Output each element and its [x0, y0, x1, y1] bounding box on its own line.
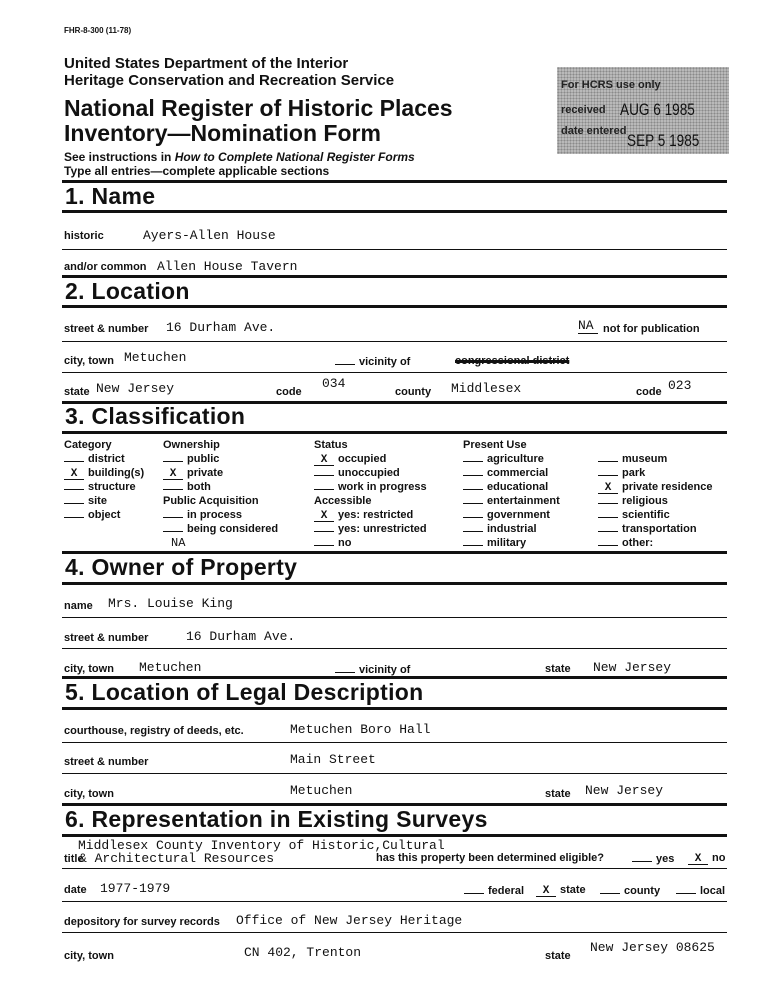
- use-religious: religious: [598, 494, 713, 508]
- category-buildings: X building(s): [64, 466, 144, 480]
- county-code-value: 023: [668, 378, 692, 393]
- legal-street-label: street & number: [64, 756, 149, 768]
- section-2-heading: 2. Location: [65, 278, 190, 304]
- agency-line-2: Heritage Conservation and Recreation Service: [64, 72, 395, 89]
- legal-city-label: city, town: [64, 788, 114, 800]
- status-column: [314, 438, 427, 550]
- courthouse-label: courthouse, registry of deeds, etc.: [64, 725, 244, 737]
- acquisition-being-considered: being considered: [163, 522, 278, 536]
- divider: [62, 901, 727, 902]
- depository-label: depository for survey records: [64, 916, 220, 928]
- section-4-heading: 4. Owner of Property: [65, 554, 298, 580]
- present-use-column-2: [598, 452, 713, 550]
- owner-city-label: city, town: [64, 663, 114, 675]
- vicinity-label: vicinity of: [335, 355, 410, 368]
- owner-state-value: New Jersey: [593, 660, 672, 675]
- legal-state-value: New Jersey: [585, 783, 664, 798]
- section-6-heading: 6. Representation in Existing Surveys: [65, 806, 488, 832]
- divider: [62, 372, 727, 373]
- survey-date-value: 1977-1979: [100, 881, 171, 896]
- ownership-both: both: [163, 480, 278, 494]
- historic-value: Ayers-Allen House: [143, 228, 276, 243]
- county-code-label: code: [636, 386, 662, 398]
- state-code-value: 034: [322, 376, 346, 391]
- received-label: received: [561, 104, 606, 116]
- use-government: government: [463, 508, 560, 522]
- section-6-bottom-rule: [62, 834, 727, 837]
- category-structure: structure: [64, 480, 144, 494]
- divider: [62, 648, 727, 649]
- survey-county: county: [600, 884, 660, 897]
- survey-date-label: date: [64, 884, 87, 896]
- divider: [62, 932, 727, 933]
- stamp-heading: For HCRS use only: [561, 79, 661, 91]
- legal-state-label: state: [545, 788, 571, 800]
- divider: [62, 341, 727, 342]
- present-use-title: Present Use: [463, 439, 527, 451]
- county-value: Middlesex: [451, 381, 522, 396]
- form-title-2: Inventory—Nomination Form: [64, 120, 381, 146]
- owner-city-value: Metuchen: [139, 660, 202, 675]
- use-museum: museum: [598, 452, 713, 466]
- section-5-bottom-rule: [62, 707, 727, 710]
- survey-local: local: [676, 884, 725, 897]
- legal-city-value: Metuchen: [290, 783, 353, 798]
- section-1-heading: 1. Name: [65, 183, 156, 209]
- courthouse-value: Metuchen Boro Hall: [290, 722, 431, 737]
- agency-line-1: United States Department of the Interior: [64, 55, 349, 72]
- street-value: 16 Durham Ave.: [166, 320, 276, 335]
- use-commercial: commercial: [463, 466, 560, 480]
- entered-date: SEP 5 1985: [627, 131, 700, 150]
- vicinity-blank[interactable]: [335, 355, 355, 365]
- survey-state: X state: [536, 884, 586, 897]
- use-entertainment: entertainment: [463, 494, 560, 508]
- ownership-title: Ownership: [163, 439, 220, 451]
- state-label: state: [64, 386, 90, 398]
- eligible-no: X no: [688, 852, 725, 865]
- use-educational: educational: [463, 480, 560, 494]
- hcrs-stamp: [557, 67, 729, 154]
- common-label: and/or common: [64, 261, 147, 273]
- survey-federal: federal: [464, 884, 524, 897]
- acquisition-na: NA: [171, 536, 186, 550]
- common-value: Allen House Tavern: [157, 259, 298, 274]
- acquisition-in-process: in process: [163, 508, 278, 522]
- category-site: site: [64, 494, 144, 508]
- legal-street-value: Main Street: [290, 752, 376, 767]
- divider: [62, 773, 727, 774]
- survey-city-value: CN 402, Trenton: [244, 945, 362, 960]
- section-1-bottom-rule: [62, 210, 727, 213]
- use-military: military: [463, 536, 560, 550]
- received-date: AUG 6 1985: [620, 100, 695, 119]
- use-transportation: transportation: [598, 522, 713, 536]
- use-agriculture: agriculture: [463, 452, 560, 466]
- category-district: district: [64, 452, 144, 466]
- accessible-title: Accessible: [314, 495, 372, 507]
- divider: [62, 868, 727, 869]
- status-occupied: X occupied: [314, 452, 427, 466]
- owner-name-label: name: [64, 600, 93, 612]
- historic-label: historic: [64, 230, 104, 242]
- street-label: street & number: [64, 323, 149, 335]
- section-4-bottom-rule: [62, 582, 727, 585]
- congressional-district-struck: congressional district: [455, 355, 570, 367]
- accessible-yes-unrestricted: yes: unrestricted: [314, 522, 427, 536]
- form-title-1: National Register of Historic Places: [64, 95, 453, 121]
- owner-vicinity-blank[interactable]: [335, 663, 355, 673]
- divider: [62, 742, 727, 743]
- divider: [62, 617, 727, 618]
- eligible-question: has this property been determined eligible?: [376, 852, 604, 864]
- owner-street-value: 16 Durham Ave.: [186, 629, 296, 644]
- status-unoccupied: unoccupied: [314, 466, 427, 480]
- eligible-yes: yes: [632, 852, 674, 865]
- ownership-public: public: [163, 452, 278, 466]
- section-3-bottom-rule: [62, 431, 727, 434]
- survey-title-line-1: Middlesex County Inventory of Historic,Cultural: [78, 838, 445, 853]
- city-value: Metuchen: [124, 350, 187, 365]
- section-3-heading: 3. Classification: [65, 403, 246, 429]
- use-private-residence: X private residence: [598, 480, 713, 494]
- city-label: city, town: [64, 355, 114, 367]
- category-object: object: [64, 508, 144, 522]
- owner-state-label: state: [545, 663, 571, 675]
- ownership-private: X private: [163, 466, 278, 480]
- category-title: Category: [64, 439, 112, 451]
- depository-value: Office of New Jersey Heritage: [236, 913, 463, 928]
- ownership-column: [163, 438, 278, 550]
- use-industrial: industrial: [463, 522, 560, 536]
- owner-vicinity-label: vicinity of: [335, 663, 410, 676]
- survey-state-label: state: [545, 950, 571, 962]
- category-column: [64, 438, 144, 522]
- survey-title-label: title: [64, 853, 84, 865]
- date-entered-label: date entered: [561, 125, 627, 137]
- owner-street-label: street & number: [64, 632, 149, 644]
- use-other: other:: [598, 536, 713, 550]
- survey-title-line-2: & Architectural Resources: [79, 851, 275, 866]
- nfp-label: not for publication: [603, 323, 700, 335]
- survey-state-value: New Jersey 08625: [590, 940, 715, 955]
- status-title: Status: [314, 439, 348, 451]
- accessible-no: no: [314, 536, 427, 550]
- owner-name-value: Mrs. Louise King: [108, 596, 233, 611]
- status-work-in-progress: work in progress: [314, 480, 427, 494]
- section-1-top-rule: [62, 180, 727, 183]
- form-id: FHR-8-300 (11-78): [64, 26, 132, 35]
- use-scientific: scientific: [598, 508, 713, 522]
- public-acquisition-title: Public Acquisition: [163, 495, 259, 507]
- use-park: park: [598, 466, 713, 480]
- divider: [62, 249, 727, 250]
- accessible-yes-restricted: X yes: restricted: [314, 508, 427, 522]
- state-code-label: code: [276, 386, 302, 398]
- instructions-line-1: See instructions in How to Complete National Register Forms: [64, 150, 415, 164]
- instructions-line-2: Type all entries—complete applicable sections: [64, 164, 330, 178]
- section-2-bottom-rule: [62, 305, 727, 308]
- present-use-column-1: [463, 438, 560, 550]
- state-value: New Jersey: [96, 381, 175, 396]
- nfp-value: NA: [578, 318, 598, 334]
- county-label: county: [395, 386, 432, 398]
- section-5-heading: 5. Location of Legal Description: [65, 679, 424, 705]
- survey-city-label: city, town: [64, 950, 114, 962]
